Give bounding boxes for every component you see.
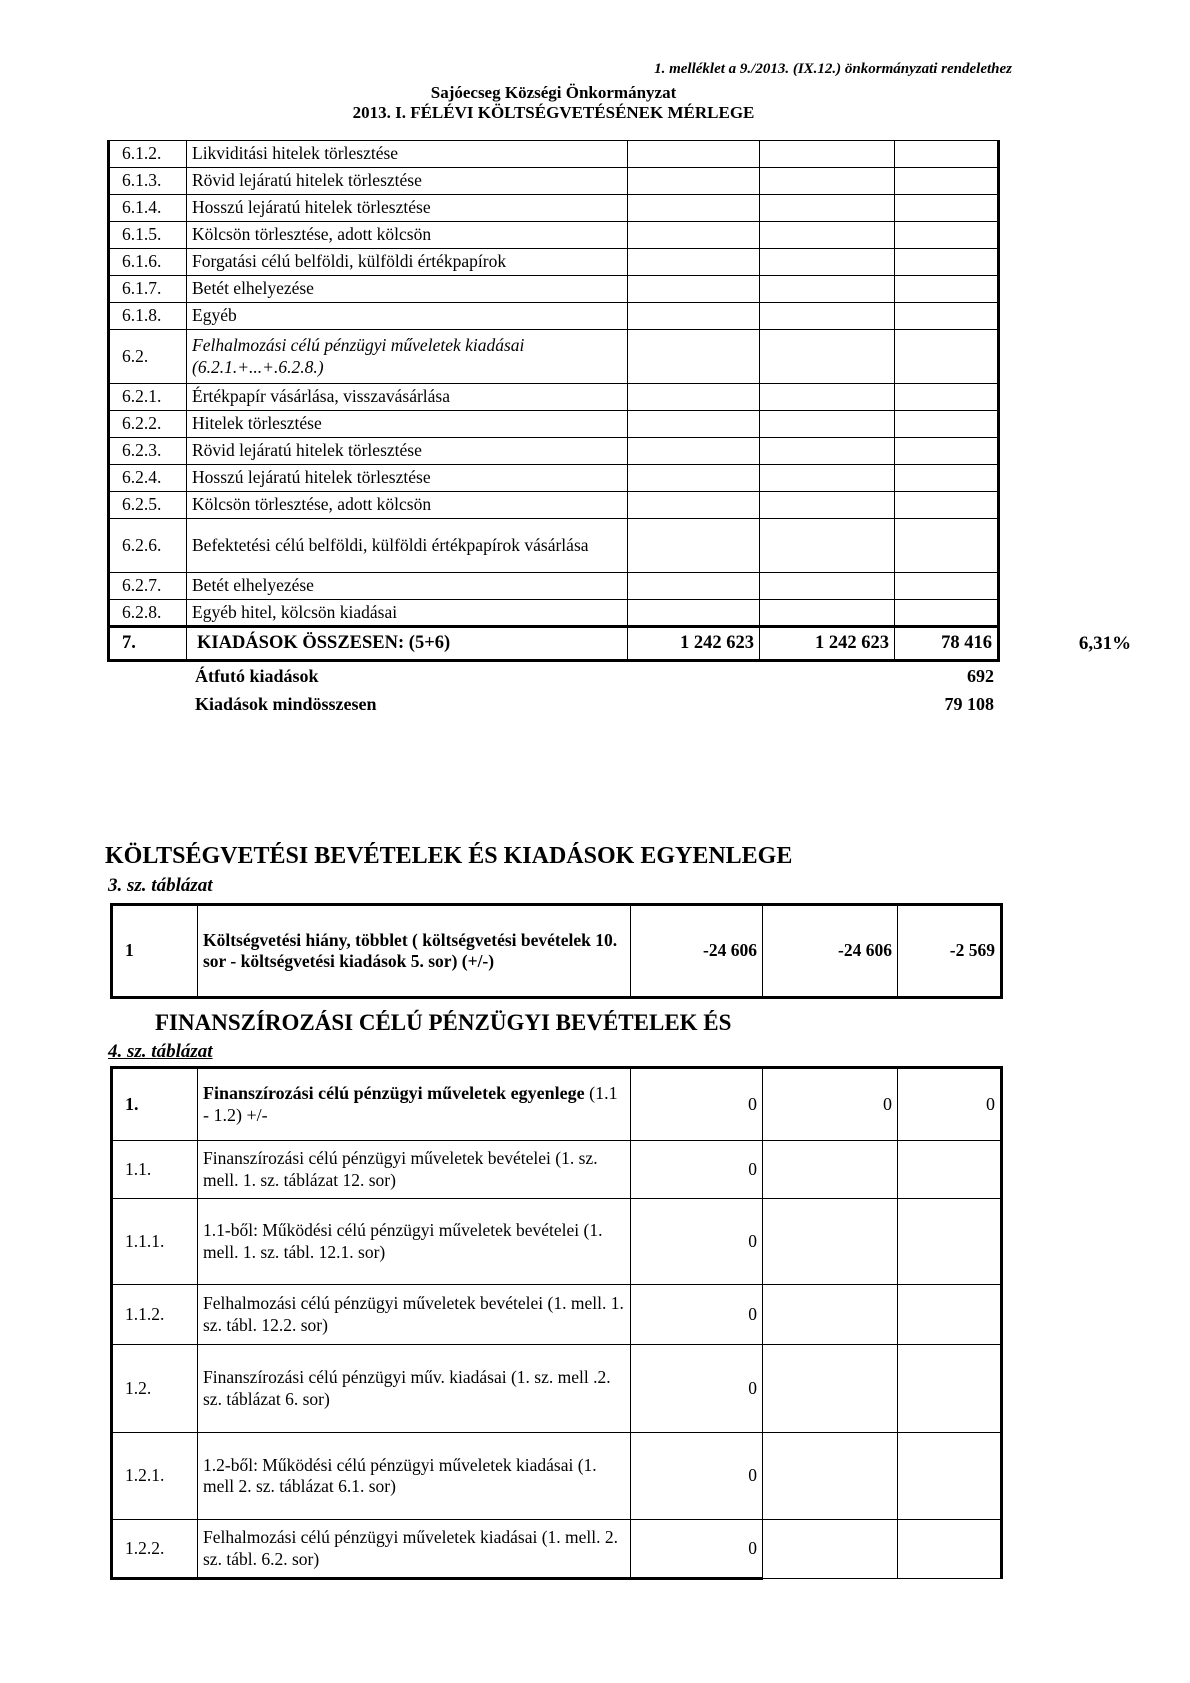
row-value-2 [760,249,895,276]
row-label: Hitelek törlesztése [187,411,628,438]
table-row [112,1068,1002,1141]
row-value-1 [628,465,760,492]
row-id: 1 [112,905,198,998]
row-label: Értékpapír vásárlása, visszavásárlása [187,384,628,411]
row-value-1: 0 [631,1199,763,1285]
table4-caption: 4. sz. táblázat [108,1041,213,1062]
table-row [109,600,999,627]
row-id: 6.2.7. [109,573,187,600]
row-value-2 [760,303,895,330]
row-value-1: 1 242 623 [628,627,760,661]
row-label: Felhalmozási célú pénzügyi műveletek kiadásai (1. mell. 2. sz. tábl. 6.2. sor) [198,1520,631,1579]
grand-total-label: Kiadások mindösszesen [195,694,377,714]
row-id: 1.2.1. [112,1433,198,1520]
row-value-1 [628,303,760,330]
row-value-2 [760,492,895,519]
row-label: Rövid lejáratú hitelek törlesztése [187,168,628,195]
row-value-1 [628,195,760,222]
row-value-2: 1 242 623 [760,627,895,661]
table-row [109,627,999,661]
row-value-1: 0 [631,1520,763,1579]
row-value-2 [760,438,895,465]
row-id: 6.2.1. [109,384,187,411]
row-id: 1. [112,1068,198,1141]
row-value-3 [895,168,999,195]
expenditure-percent: 6,31% [1078,633,1132,654]
transit-expenses-value: 692 [967,666,994,686]
row-value-3 [895,276,999,303]
row-value-1 [628,573,760,600]
document-title: 2013. I. FÉLÉVI KÖLTSÉGVETÉSÉNEK MÉRLEGE [352,103,755,122]
row-value-3 [895,411,999,438]
row-value-1: 0 [631,1285,763,1345]
balance-table [110,903,1003,999]
row-value-3 [898,1285,1002,1345]
row-value-2 [760,276,895,303]
row-value-2 [760,573,895,600]
row-value-2 [760,600,895,627]
row-label: Egyéb hitel, kölcsön kiadásai [187,600,628,627]
row-id: 6.2.3. [109,438,187,465]
row-value-2 [763,1433,898,1520]
row-label: Egyéb [187,303,628,330]
row-id: 1.2.2. [112,1520,198,1579]
row-id: 6.1.8. [109,303,187,330]
row-label: Felhalmozási célú pénzügyi műveletek kiadásai (6.2.1.+...+.6.2.8.) [187,330,628,384]
row-value-2 [760,222,895,249]
organization-name: Sajóecseg Községi Önkormányzat [430,83,677,102]
financing-section-title: FINANSZÍROZÁSI CÉLÚ PÉNZÜGYI BEVÉTELEK ÉS [155,1010,732,1035]
row-value-3 [895,519,999,573]
row-label: KIADÁSOK ÖSSZESEN: (5+6) [187,627,628,661]
row-value-1 [628,249,760,276]
row-value-3 [898,1520,1002,1579]
row-label: Likviditási hitelek törlesztése [187,141,628,168]
row-id: 6.1.5. [109,222,187,249]
row-label: Kölcsön törlesztése, adott kölcsön [187,222,628,249]
table-row [109,384,999,411]
row-value-2 [760,384,895,411]
table-row [109,411,999,438]
row-id: 1.1.1. [112,1199,198,1285]
row-value-2 [763,1285,898,1345]
row-id: 1.1.2. [112,1285,198,1345]
table-row [109,222,999,249]
row-value-3 [895,222,999,249]
table-row [112,1345,1002,1433]
row-label: Finanszírozási célú pénzügyi műv. kiadásai (1. sz. mell .2. sz. táblázat 6. sor) [198,1345,631,1433]
row-value-3 [898,1141,1002,1199]
row-value-1 [628,438,760,465]
row-label: 1.2-ből: Működési célú pénzügyi műveletek kiadásai (1. mell 2. sz. táblázat 6.1. sor) [198,1433,631,1520]
transit-expenses-label: Átfutó kiadások [195,666,319,686]
row-value-3: 0 [898,1068,1002,1141]
row-value-1: 0 [631,1345,763,1433]
row-value-1: 0 [631,1433,763,1520]
row-value-1 [628,384,760,411]
table-row [112,1199,1002,1285]
row-id: 6.1.6. [109,249,187,276]
row-value-1 [628,411,760,438]
financing-table-body [112,1068,1002,1579]
row-label: Rövid lejáratú hitelek törlesztése [187,438,628,465]
row-value-1 [628,276,760,303]
row-label: Betét elhelyezése [187,573,628,600]
row-label: Hosszú lejáratú hitelek törlesztése [187,195,628,222]
row-id: 1.1. [112,1141,198,1199]
table-row [112,905,1002,998]
table-row [112,1520,1002,1579]
row-value-1 [628,330,760,384]
expenditure-table-body [109,141,999,661]
table-row [109,168,999,195]
row-value-1 [628,600,760,627]
row-value-1 [628,222,760,249]
row-id: 6.2.8. [109,600,187,627]
row-id: 6.2. [109,330,187,384]
row-label: Finanszírozási célú pénzügyi műveletek egyenlege (1.1 - 1.2) +/- [198,1068,631,1141]
row-value-3 [895,303,999,330]
row-value-3 [895,492,999,519]
annex-reference: 1. melléklet a 9./2013. (IX.12.) önkormányzati rendelethez [654,61,1012,77]
row-value-1 [628,168,760,195]
row-label: Betét elhelyezése [187,276,628,303]
row-value-3 [898,1345,1002,1433]
row-value-3 [895,573,999,600]
row-id: 6.1.7. [109,276,187,303]
row-value-2 [763,1199,898,1285]
table-row [109,249,999,276]
table-row [112,1433,1002,1520]
row-value-3 [895,384,999,411]
row-value-2 [763,1520,898,1579]
table-row [109,141,999,168]
grand-total-value: 79 108 [944,694,994,714]
row-value-1: 0 [631,1068,763,1141]
row-value-3 [895,330,999,384]
row-value-1: -24 606 [631,905,763,998]
row-label: Hosszú lejáratú hitelek törlesztése [187,465,628,492]
row-label: Finanszírozási célú pénzügyi műveletek bevételei (1. sz. mell. 1. sz. táblázat 12. sor) [198,1141,631,1199]
balance-table-body [112,905,1002,998]
row-value-2 [760,168,895,195]
row-value-3 [895,249,999,276]
row-value-3 [898,1433,1002,1520]
row-value-1 [628,492,760,519]
table-row [109,330,999,384]
row-id: 6.1.3. [109,168,187,195]
row-value-3 [895,465,999,492]
row-id: 6.1.2. [109,141,187,168]
table-row [109,465,999,492]
row-label: Befektetési célú belföldi, külföldi értékpapírok vásárlása [187,519,628,573]
row-value-3 [895,438,999,465]
table-row [109,519,999,573]
row-value-2 [760,519,895,573]
row-value-2 [760,411,895,438]
row-value-3: 78 416 [895,627,999,661]
row-value-2: -24 606 [763,905,898,998]
row-value-2 [763,1141,898,1199]
row-value-1 [628,141,760,168]
table-row [109,303,999,330]
table-row [109,195,999,222]
row-value-2 [760,141,895,168]
row-id: 6.2.2. [109,411,187,438]
expenditure-table [107,140,1000,662]
row-value-3 [895,600,999,627]
financing-table [110,1066,1003,1580]
row-value-3 [898,1199,1002,1285]
row-label: Kölcsön törlesztése, adott kölcsön [187,492,628,519]
row-id: 6.2.5. [109,492,187,519]
row-label: Forgatási célú belföldi, külföldi értékpapírok [187,249,628,276]
balance-section-title: KÖLTSÉGVETÉSI BEVÉTELEK ÉS KIADÁSOK EGYENLEGE [105,843,793,869]
table-row [109,492,999,519]
row-value-2 [760,465,895,492]
row-value-2 [760,330,895,384]
table3-caption: 3. sz. táblázat [108,875,213,896]
row-id: 1.2. [112,1345,198,1433]
row-id: 6.2.4. [109,465,187,492]
row-value-3 [895,195,999,222]
row-value-2: 0 [763,1068,898,1141]
row-label: Költségvetési hiány, többlet ( költségvetési bevételek 10. sor - költségvetési kiadások 5. sor) (+/-) [198,905,631,998]
row-id: 7. [109,627,187,661]
table-row [109,438,999,465]
row-value-1: 0 [631,1141,763,1199]
row-value-2 [760,195,895,222]
table-row [109,573,999,600]
row-value-2 [763,1345,898,1433]
table-row [112,1141,1002,1199]
table-row [112,1285,1002,1345]
row-id: 6.2.6. [109,519,187,573]
row-value-1 [628,519,760,573]
row-value-3: -2 569 [898,905,1002,998]
row-id: 6.1.4. [109,195,187,222]
table-row [109,276,999,303]
row-value-3 [895,141,999,168]
row-label: 1.1-ből: Működési célú pénzügyi műveletek bevételei (1. mell. 1. sz. tábl. 12.1. sor) [198,1199,631,1285]
row-label: Felhalmozási célú pénzügyi műveletek bevételei (1. mell. 1. sz. tábl. 12.2. sor) [198,1285,631,1345]
